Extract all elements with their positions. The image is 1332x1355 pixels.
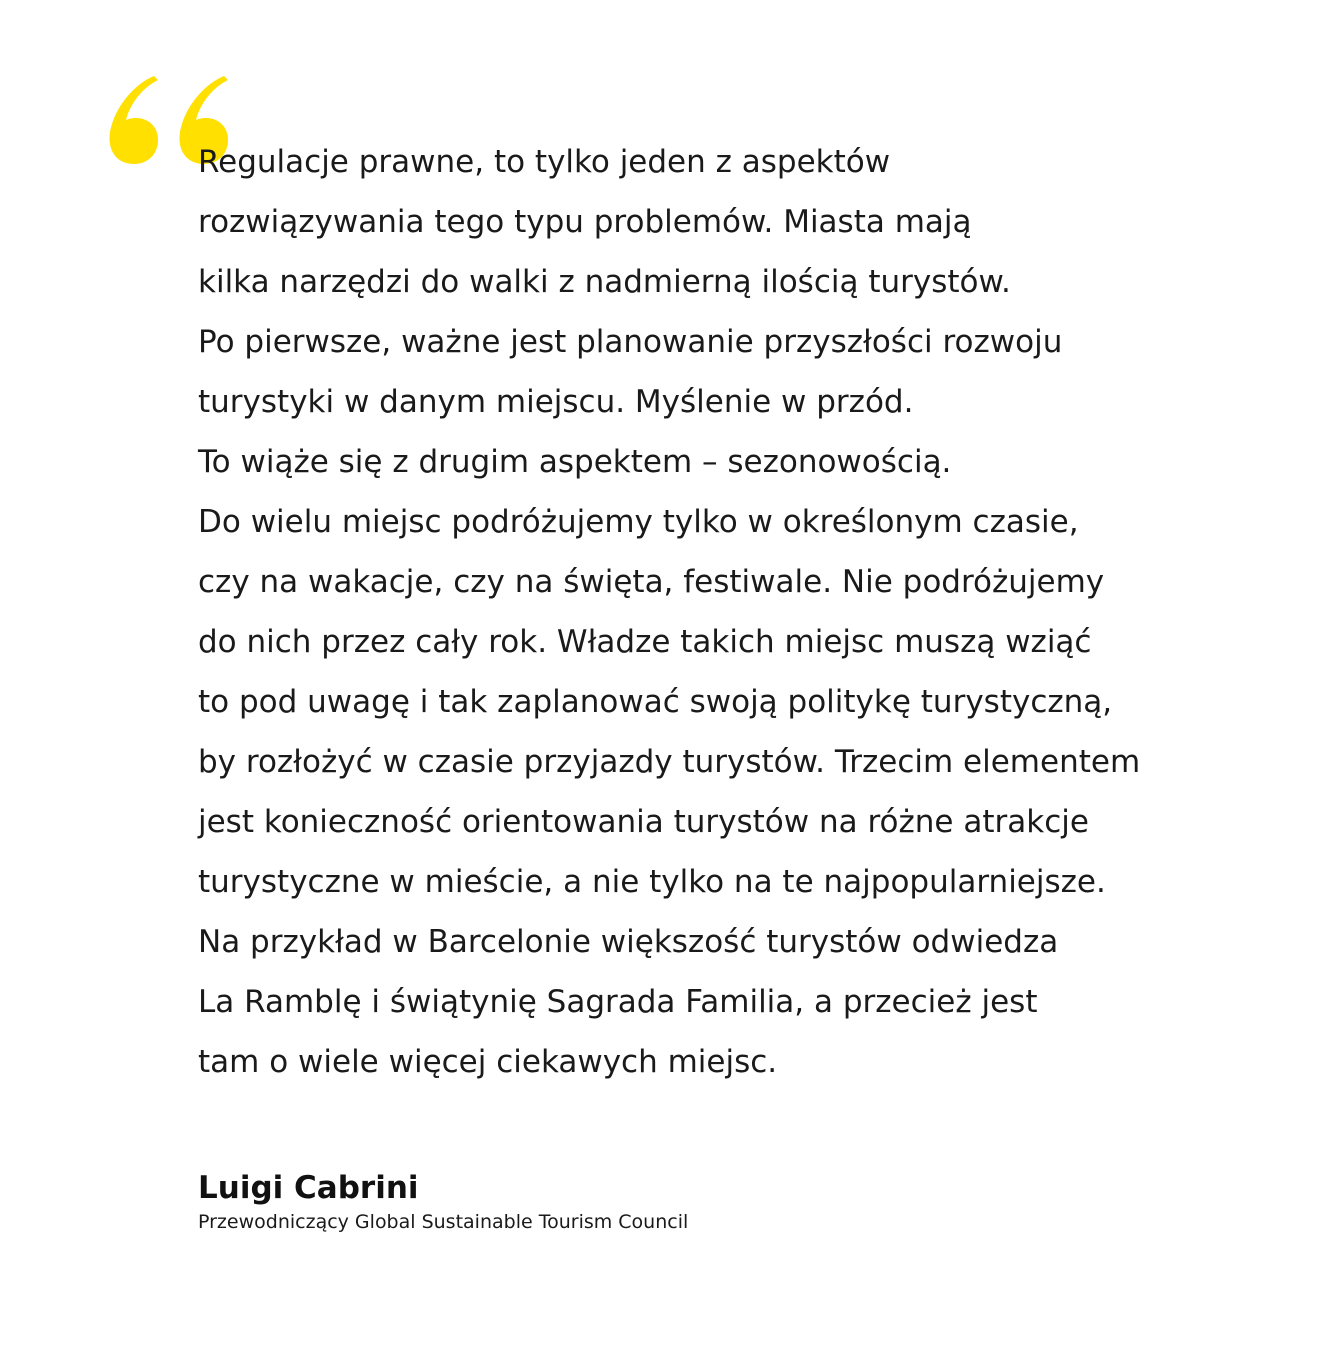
quote-line: Do wielu miejsc podróżujemy tylko w określonym czasie, — [198, 504, 1079, 540]
author-name: Luigi Cabrini — [198, 1170, 419, 1206]
author-attribution — [198, 1168, 688, 1236]
quote-line: tam o wiele więcej ciekawych miejsc. — [198, 1044, 778, 1080]
author-role: Przewodniczący Global Sustainable Tourism Council — [198, 1211, 689, 1233]
quote-line: To wiąże się z drugim aspektem – sezonowością. — [198, 444, 952, 480]
quote-line: Po pierwsze, ważne jest planowanie przyszłości rozwoju — [198, 324, 1063, 360]
quote-line: by rozłożyć w czasie przyjazdy turystów. Trzecim elementem — [198, 744, 1141, 780]
quote-line: turystyki w danym miejscu. Myślenie w przód. — [198, 384, 914, 420]
quote-line: turystyczne w mieście, a nie tylko na te najpopularniejsze. — [198, 864, 1106, 900]
quote-line: Regulacje prawne, to tylko jeden z aspektów — [198, 144, 891, 180]
quote-line: jest konieczność orientowania turystów na różne atrakcje — [198, 804, 1089, 840]
quote-line: kilka narzędzi do walki z nadmierną ilością turystów. — [198, 264, 1011, 300]
quote-line: to pod uwagę i tak zaplanować swoją politykę turystyczną, — [198, 684, 1113, 720]
quote-line: La Ramblę i świątynię Sagrada Familia, a przecież jest — [198, 984, 1038, 1020]
quote-line: do nich przez cały rok. Władze takich miejsc muszą wziąć — [198, 624, 1092, 660]
quote-line: czy na wakacje, czy na święta, festiwale. Nie podróżujemy — [198, 564, 1105, 600]
quote-line: rozwiązywania tego typu problemów. Miasta mają — [198, 204, 972, 240]
quote-text — [198, 132, 1308, 1092]
quote-line: Na przykład w Barcelonie większość turystów odwiedza — [198, 924, 1059, 960]
